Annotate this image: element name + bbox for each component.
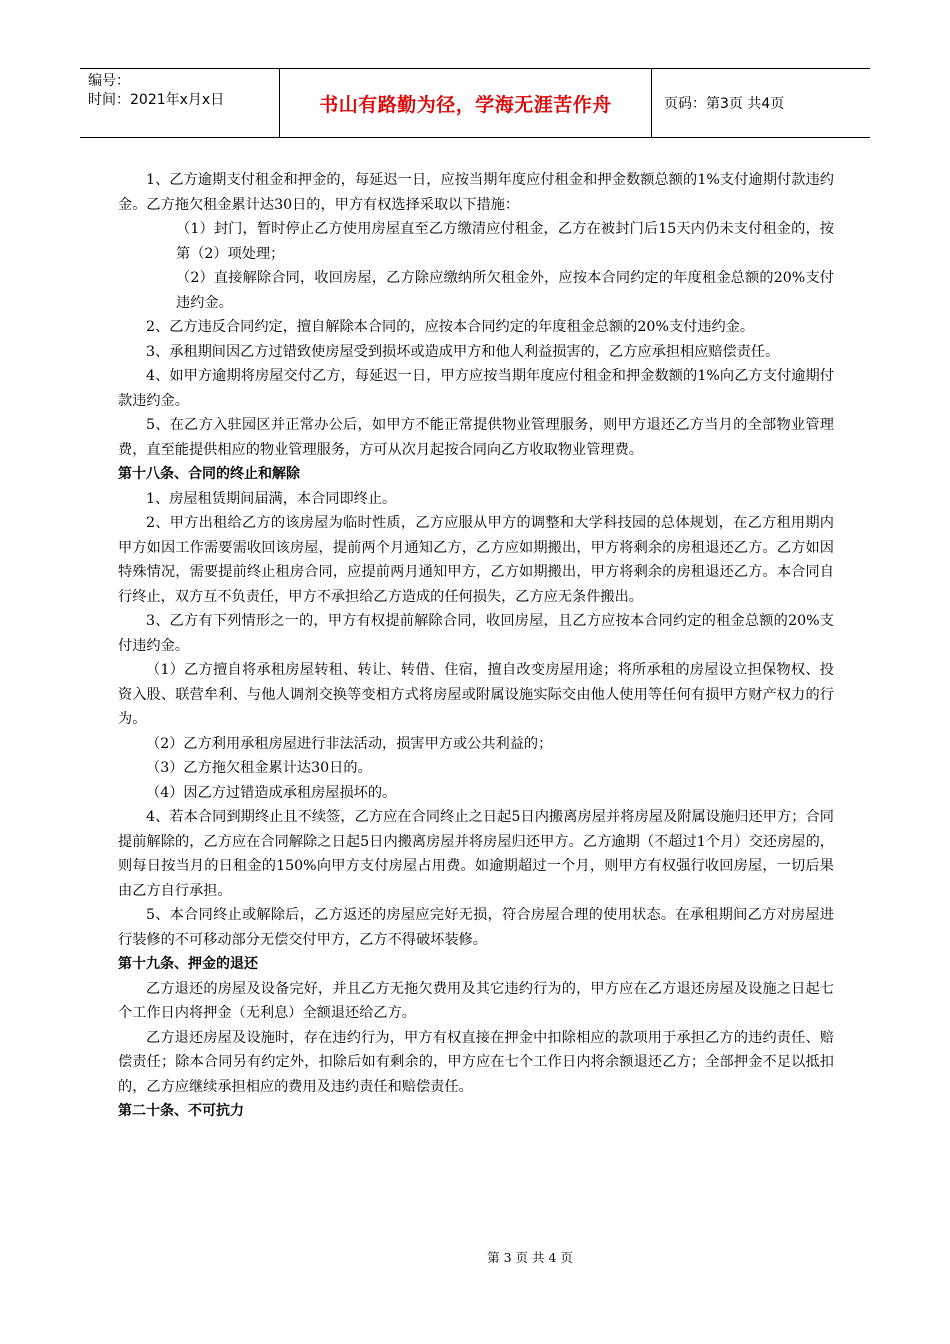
clause-paragraph: 乙方退还的房屋及设备完好，并且乙方无拖欠费用及其它违约行为的，甲方应在乙方退还房屋及设施之日起七个工作日内将押金（无利息）全额退还给乙方。	[118, 980, 834, 1021]
article-heading: 第二十条、不可抗力	[118, 1103, 244, 1119]
document-time-label: 时间：2021年x月x日	[88, 92, 225, 108]
clause-paragraph: 2、乙方违反合同约定，擅自解除本合同的，应按本合同约定的年度租金总额的20%支付违约金。	[146, 319, 755, 335]
header-motto-cell	[280, 69, 652, 137]
clause-paragraph: 5、本合同终止或解除后，乙方返还的房屋应完好无损，符合房屋合理的使用状态。在承租期间乙方对房屋进行装修的不可移动部分无偿交付甲方，乙方不得破坏装修。	[118, 907, 834, 948]
clause-paragraph: 1、乙方逾期支付租金和押金的，每延迟一日，应按当期年度应付租金和押金数额总额的1%支付逾期付款违约金。乙方拖欠租金累计达30日的，甲方有权选择采取以下措施：	[118, 172, 834, 213]
header-motto: 书山有路勤为径，学海无涯苦作舟	[319, 93, 612, 116]
clause-paragraph: 4、若本合同到期终止且不续签，乙方应在合同终止之日起5日内搬离房屋并将房屋及附属设施归还甲方；合同提前解除的，乙方应在合同解除之日起5日内搬离房屋并将房屋归还甲方。乙方逾期（不超过1个月）交还房屋的，则每日按当月的日租金的150%向甲方支付房屋占用费。如逾期超过一个月，则甲方有权强行收回房屋，一切后果由乙方自行承担。	[118, 809, 834, 899]
clause-subitem: （3）乙方拖欠租金累计达30日的。	[146, 760, 372, 776]
clause-paragraph: 2、甲方出租给乙方的该房屋为临时性质，乙方应服从甲方的调整和大学科技园的总体规划，在乙方租用期内甲方如因工作需要需收回该房屋，提前两个月通知乙方，乙方应如期搬出，甲方将剩余的房租退还乙方。乙方如因特殊情况，需要提前终止租房合同，应提前两月通知甲方，乙方如期搬出，甲方将剩余的房租退还乙方。本合同自行终止，双方互不负责任，甲方不承担给乙方造成的任何损失，乙方应无条件搬出。	[118, 515, 834, 605]
clause-paragraph: 5、在乙方入驻园区并正常办公后，如甲方不能正常提供物业管理服务，则甲方退还乙方当月的全部物业管理费，直至能提供相应的物业管理服务，方可从次月起按合同向乙方收取物业管理费。	[118, 417, 834, 458]
clause-subitem: （2）直接解除合同，收回房屋，乙方除应缴纳所欠租金外，应按本合同约定的年度租金总额的20%支付违约金。	[176, 270, 834, 311]
header-page-number: 页码：第3页 共4页	[664, 96, 785, 112]
clause-subitem: （1）乙方擅自将承租房屋转租、转让、转借、住宿，擅自改变房屋用途；将所承租的房屋设立担保物权、投资入股、联营牟利、与他人调剂交换等变相方式将房屋或附属设施实际交由他人使用等任何有损甲方财产权力的行为。	[118, 662, 834, 727]
clause-paragraph: 1、房屋租赁期间届满，本合同即终止。	[146, 490, 397, 507]
clause-subitem: （2）乙方利用承租房屋进行非法活动，损害甲方或公共利益的；	[146, 735, 553, 752]
clause-paragraph: 3、承租期间因乙方过错致使房屋受到损坏或造成甲方和他人利益损害的，乙方应承担相应赔偿责任。	[146, 343, 780, 360]
clause-subitem: （4）因乙方过错造成承租房屋损坏的。	[146, 784, 397, 801]
document-body	[118, 168, 834, 1124]
clause-paragraph: 乙方退还房屋及设施时，存在违约行为，甲方有权直接在押金中扣除相应的款项用于承担乙方的违约责任、赔偿责任；除本合同另有约定外，扣除后如有剩余的，甲方应在七个工作日内将余额退还乙方；全部押金不足以抵扣的，乙方应继续承担相应的费用及违约责任和赔偿责任。	[118, 1029, 834, 1095]
article-heading: 第十八条、合同的终止和解除	[118, 466, 300, 482]
header-info-cell	[80, 69, 280, 137]
clause-paragraph: 3、乙方有下列情形之一的，甲方有权提前解除合同，收回房屋，且乙方应按本合同约定的租金总额的20%支付违约金。	[118, 613, 834, 654]
clause-paragraph: 4、如甲方逾期将房屋交付乙方，每延迟一日，甲方应按当期年度应付租金和押金数额的1%向乙方支付逾期付款违约金。	[118, 368, 834, 409]
header-page-cell	[652, 69, 870, 137]
document-number-label: 编号：	[88, 73, 130, 89]
page-header	[80, 68, 870, 138]
article-heading: 第十九条、押金的退还	[118, 956, 258, 972]
clause-subitem: （1）封门，暂时停止乙方使用房屋直至乙方缴清应付租金，乙方在被封门后15天内仍未支付租金的，按第（2）项处理；	[176, 221, 834, 262]
page-footer	[0, 1248, 950, 1266]
footer-page-number: 第 3 页 共 4 页	[487, 1250, 573, 1265]
